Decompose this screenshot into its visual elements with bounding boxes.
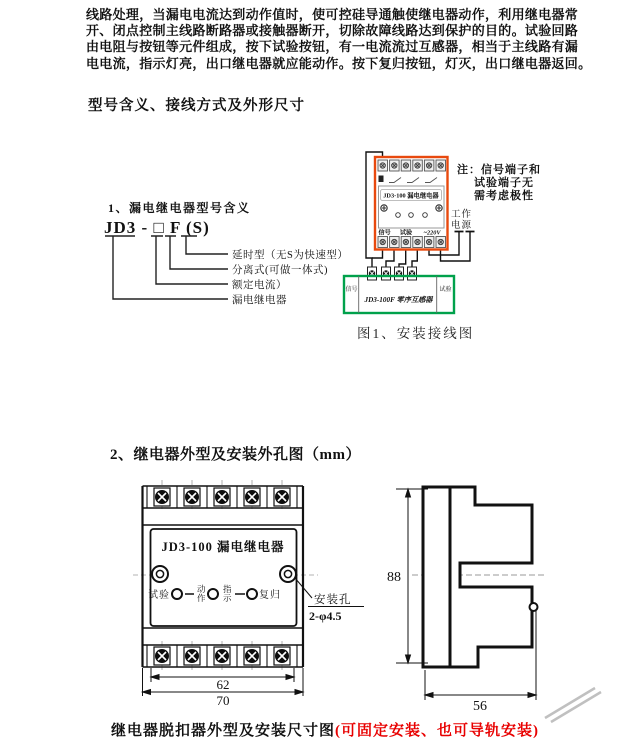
ct-separators <box>359 276 437 313</box>
ct-outline <box>344 276 454 313</box>
relay-signal-label: 信号 <box>378 229 391 237</box>
rail-clip-icon <box>530 603 538 611</box>
action-lamp-icon <box>208 589 218 599</box>
dim-70: 70 <box>216 693 230 708</box>
power-line: 工作 <box>451 210 473 220</box>
current-transformer <box>344 267 454 313</box>
relay-voltage-label: ~220V <box>423 229 441 237</box>
section1-heading: 型号含义、接线方式及外形尺寸 <box>88 98 305 114</box>
reset-button-label: 复归 <box>259 590 281 601</box>
bottom-terminals <box>154 647 290 665</box>
bottom-caption <box>90 719 560 740</box>
scan-artifact-lines <box>545 688 601 722</box>
ct-test-label: 试验 <box>439 287 452 293</box>
side-profile <box>423 487 532 667</box>
relay-unit <box>375 157 448 250</box>
ct-terminals <box>368 267 417 280</box>
ct-signal-label: 信号 <box>345 287 358 293</box>
action-label-char: 作 <box>197 593 206 603</box>
wiring-note <box>457 162 541 202</box>
indicator-label-char: 指 <box>223 584 232 594</box>
section2-heading: 2、继电器外型及安装外孔图（mm） <box>110 447 361 463</box>
power-supply-label <box>451 208 472 231</box>
hole-label: 安装孔 <box>314 594 352 606</box>
side-view-drawing <box>383 476 608 726</box>
relay-mark-icon <box>379 176 384 183</box>
note-line: 需考虑极性 <box>474 190 534 202</box>
mounting-hole-callout <box>295 578 364 623</box>
note-line: 试验端子无 <box>474 177 534 189</box>
branch-label: 分离式(可做一体式) <box>232 265 328 276</box>
hole-spec: 2-φ4.5 <box>309 609 342 623</box>
branch-label: 额定电流） <box>232 280 287 291</box>
test-button-label: 试验 <box>148 590 170 601</box>
caption-red: (可固定安装、也可导轨安装) <box>335 723 539 739</box>
top-terminals <box>154 488 290 506</box>
caption-black: 继电器脱扣器外型及安装尺寸图 <box>110 723 335 739</box>
reset-button-icon <box>247 589 257 599</box>
note-line: 注：信号端子和 <box>457 164 541 176</box>
relay-test-label: 试验 <box>399 229 413 237</box>
intro-line: 线路处理，当漏电电流达到动作值时，使可控硅导通触使继电器动作，利用继电器常 <box>86 7 579 22</box>
model-branch-labels <box>232 248 348 306</box>
action-label-char: 动 <box>197 584 206 594</box>
figure1-caption: 图1、安装接线图 <box>357 326 475 341</box>
power-line: 电源 <box>451 221 473 231</box>
relay-terminal-labels <box>378 229 441 237</box>
indicator-label-char: 示 <box>223 593 232 603</box>
branch-label: 漏电继电器 <box>232 295 287 306</box>
model-meaning-diagram <box>95 196 353 314</box>
ct-title: JD3-100F 零序互感器 <box>364 296 433 304</box>
intro-line: 电电流，指示灯亮，出口继电器就应能动作。按下复归按钮，灯灭，出口继电器返回。 <box>86 55 592 71</box>
intro-line: 由电阻与按钮等元件组成，按下试验按钮，有一电流流过互感器，相当于主线路有漏 <box>86 39 579 55</box>
model-code: JD3 - □ F (S) <box>104 218 210 237</box>
wiring-diagram <box>335 145 550 325</box>
branch-label: 延时型（无S为快速型） <box>232 250 349 261</box>
front-view-drawing <box>128 476 380 710</box>
intro-paragraph <box>86 7 592 72</box>
dim-56: 56 <box>473 699 487 714</box>
dim-62: 62 <box>216 677 230 692</box>
model-diagram-title: 1、漏电继电器型号含义 <box>108 201 251 215</box>
front-view-title: JD3-100 漏电继电器 <box>161 540 285 554</box>
model-fork-lines <box>105 236 228 299</box>
test-button-icon <box>172 589 182 599</box>
intro-line: 开、闭点控制主线路断路器或接触器断开，切除故障线路达到保护的目的。试验回路 <box>86 23 579 39</box>
relay-title: JD3-100 漏电继电器 <box>383 192 439 200</box>
dim-88: 88 <box>387 570 401 585</box>
